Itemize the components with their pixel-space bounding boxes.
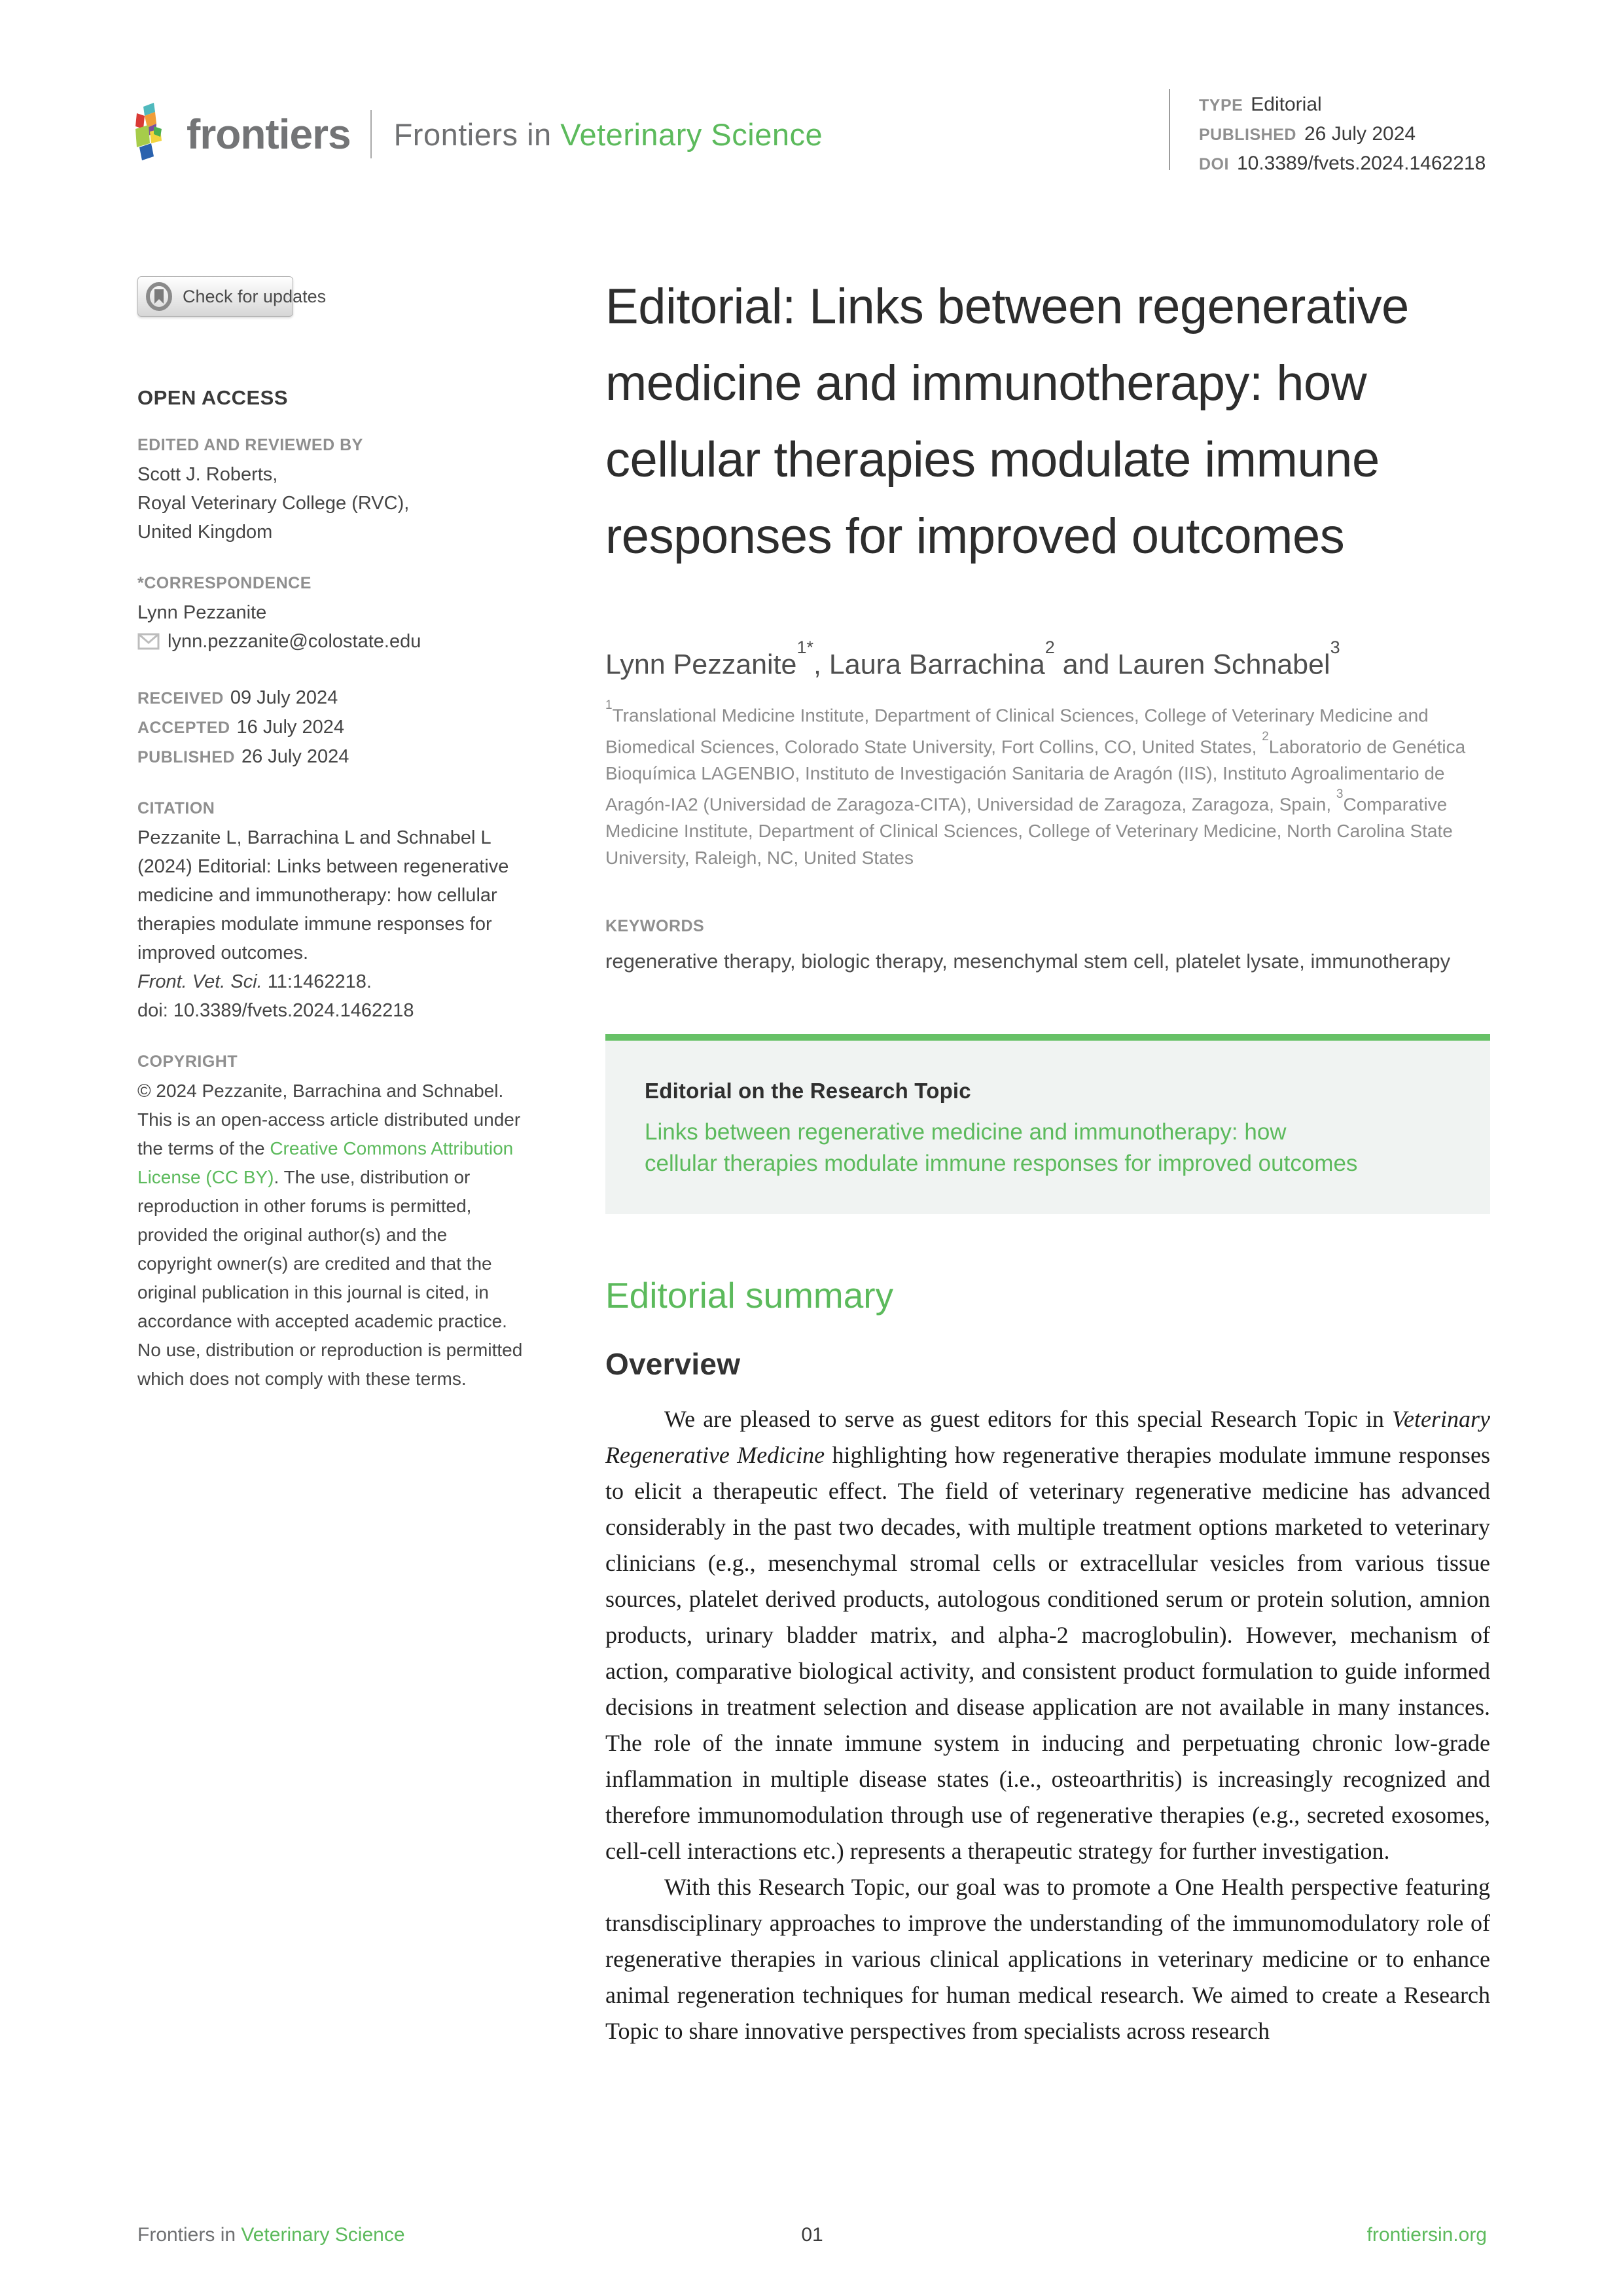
article-title: Editorial: Links between regenerative medicine and immunotherapy: how cellular therapies modulate immune responses for improved outcomes xyxy=(605,279,1409,564)
article-main xyxy=(605,268,1490,2049)
author-3: Lauren Schnabel xyxy=(1117,649,1330,681)
research-topic-heading: Editorial on the Research Topic xyxy=(645,1079,971,1103)
para1-pre: We are pleased to serve as guest editors for this special Research Topic in xyxy=(664,1406,1393,1433)
author-1-sup: 1* xyxy=(796,637,813,657)
correspondence-email[interactable]: lynn.pezzanite@colostate.edu xyxy=(168,631,421,652)
keywords-label: KEYWORDS xyxy=(605,917,705,936)
page-header xyxy=(134,98,823,170)
footer-journal xyxy=(137,2224,405,2246)
meta-doi-row xyxy=(1199,151,1486,180)
affiliation-3: Comparative Medicine Institute, Department of Clinical Sciences, College of Veterinary Medicine, North Carolina State University, Raleigh, NC, United States xyxy=(605,794,1453,869)
open-access-badge: OPEN ACCESS xyxy=(137,386,289,409)
citation-body: Pezzanite L, Barrachina L and Schnabel L (2024) Editorial: Links between regenerative medicine and immunotherapy: how cellular therapies modulate immune responses for improved outcomes. xyxy=(137,827,509,963)
correspondence-email-row xyxy=(137,627,525,656)
edited-by-block xyxy=(137,436,525,547)
header-divider xyxy=(370,110,372,158)
research-topic-box xyxy=(605,1034,1490,1214)
published-label: PUBLISHED xyxy=(1199,126,1296,144)
body-paragraph-1 xyxy=(605,1401,1490,1869)
copyright-text xyxy=(137,1077,525,1393)
published-value: 26 July 2024 xyxy=(241,746,349,767)
dates-block xyxy=(137,683,525,772)
meta-divider xyxy=(1169,89,1170,170)
footer-site-link[interactable]: frontiersin.org xyxy=(1366,2224,1487,2246)
journal-prefix: Frontiers in xyxy=(393,117,552,152)
journal-name-header xyxy=(394,117,823,152)
para1-italic-topic: Veterinary Regenerative Medicine xyxy=(605,1406,1490,1469)
author-2-sup: 2 xyxy=(1044,637,1055,657)
citation-label: CITATION xyxy=(137,799,215,817)
accepted-value: 16 July 2024 xyxy=(236,717,344,738)
correspondence-name: Lynn Pezzanite xyxy=(137,602,267,623)
accepted-row xyxy=(137,713,525,742)
subsection-heading-overview: Overview xyxy=(605,1347,741,1382)
meta-published-row xyxy=(1199,121,1486,151)
doi-label: DOI xyxy=(1199,155,1229,173)
citation-ref: 11:1462218. xyxy=(262,971,372,992)
accepted-label: ACCEPTED xyxy=(137,719,230,737)
article-body xyxy=(605,1401,1490,2049)
page-footer xyxy=(137,2224,1487,2246)
copyright-post: . The use, distribution or reproduction in other forums is permitted, provided the original author(s) and the copyright owner(s) are credited and that the original publication in this journal is cited, in accordance with accepted academic practice. No use, distribution or reproduction is permitted which does not comply with these terms. xyxy=(137,1167,523,1389)
doi-value: 10.3389/fvets.2024.1462218 xyxy=(1236,152,1486,174)
author-2: Laura Barrachina xyxy=(829,649,1045,681)
author-1: Lynn Pezzanite xyxy=(605,649,797,681)
published-row xyxy=(137,742,525,772)
meta-type-row xyxy=(1199,92,1486,121)
author-line xyxy=(605,637,1490,681)
page-number: 01 xyxy=(801,2224,823,2246)
correspondence-block xyxy=(137,574,525,656)
author-sep-2: and xyxy=(1054,649,1118,681)
affiliation-2-sup: 2 xyxy=(1262,729,1269,744)
published-value: 26 July 2024 xyxy=(1304,123,1416,145)
check-for-updates-button[interactable] xyxy=(137,276,327,317)
affiliation-1-sup: 1 xyxy=(605,698,613,713)
citation-doi: doi: 10.3389/fvets.2024.1462218 xyxy=(137,1000,414,1021)
article-meta-block xyxy=(1199,92,1486,180)
affiliation-2: Laboratorio de Genética Bioquímica LAGENBIO, Instituto de Investigación Sanitaria de Aragón (IIS), Instituto Agroalimentario de Aragón-IA2 (Universidad de Zaragoza-CITA), Universidad de Zaragoza, Zaragoza, Spain, xyxy=(605,736,1466,815)
author-3-sup: 3 xyxy=(1330,637,1340,657)
editor-affiliation: Royal Veterinary College (RVC), xyxy=(137,493,410,514)
received-value: 09 July 2024 xyxy=(230,687,338,708)
crossmark-icon xyxy=(145,282,173,311)
citation-journal-line xyxy=(137,967,525,996)
editor-name: Scott J. Roberts, xyxy=(137,464,278,485)
envelope-icon xyxy=(137,633,160,650)
received-row xyxy=(137,683,525,713)
affiliation-1: Translational Medicine Institute, Department of Clinical Sciences, College of Veterinary Medicine and Biomedical Sciences, Colorado State University, Fort Collins, CO, United States, xyxy=(605,705,1429,757)
editor-country: United Kingdom xyxy=(137,522,273,543)
frontiers-brand-wordmark: frontiers xyxy=(187,111,351,158)
affiliations xyxy=(605,698,1490,871)
copyright-pre: © 2024 Pezzanite, Barrachina and Schnabel. This is an open-access article distributed under the terms of the xyxy=(137,1081,521,1158)
citation-text xyxy=(137,823,525,1025)
check-for-updates-label: Check for updates xyxy=(183,286,327,306)
copyright-label: COPYRIGHT xyxy=(137,1052,238,1071)
type-value: Editorial xyxy=(1251,94,1322,115)
body-paragraph-2: With this Research Topic, our goal was to promote a One Health perspective featuring transdisciplinary approaches to improve the understanding of the immunomodulatory role of regenerative therapies in various clinical applications in veterinary medicine or to enhance animal regeneration techniques for human medical research. We aimed to create a Research Topic to share innovative perspectives from specialists across research xyxy=(605,1874,1490,2045)
published-label: PUBLISHED xyxy=(137,748,235,766)
journal-title: Veterinary Science xyxy=(560,117,823,152)
citation-journal: Front. Vet. Sci. xyxy=(137,971,262,992)
cc-by-license-link[interactable]: Creative Commons Attribution License (CC BY) xyxy=(137,1138,514,1187)
affiliation-3-sup: 3 xyxy=(1336,787,1344,801)
frontiers-logo-icon xyxy=(134,103,175,166)
correspondence-label: *CORRESPONDENCE xyxy=(137,574,312,592)
research-topic-link[interactable]: Links between regenerative medicine and immunotherapy: how cellular therapies modulate immune responses for improved outcomes xyxy=(645,1119,1358,1177)
footer-journal-prefix: Frontiers in xyxy=(137,2224,236,2246)
type-label: TYPE xyxy=(1199,96,1243,115)
footer-journal-name: Veterinary Science xyxy=(241,2224,405,2246)
para1-post: highlighting how regenerative therapies modulate immune responses to elicit a therapeutic effect. The field of veterinary regenerative medicine has advanced considerably in the past two decades, with multiple treatment options marketed to veterinary clinicians (e.g., mesenchymal stromal cells or extracellular vesicles from various tissue sources, platelet derived products, autologous conditioned serum or protein solution, amnion products, urinary bladder matrix, and alpha-2 macroglobulin). However, mechanism of action, comparative biological activity, and consistent product formulation to guide informed decisions in treatment selection and disease application are not available in many instances. The role of the innate immune system in inducing and perpetuating chronic low-grade inflammation in multiple disease states (i.e., osteoarthritis) is increasingly recognized and therefore immunomodulation through use of regenerative therapies (e.g., secreted exosomes, cell-cell interactions etc.) represents a therapeutic strategy for further investigation. xyxy=(605,1442,1490,1865)
article-sidebar xyxy=(137,276,525,1421)
copyright-block xyxy=(137,1052,525,1393)
author-sep-1: , xyxy=(813,649,829,681)
section-heading-editorial-summary: Editorial summary xyxy=(605,1275,894,1316)
keywords-text: regenerative therapy, biologic therapy, mesenchymal stem cell, platelet lysate, immunotherapy xyxy=(605,950,1451,973)
edited-by-label: EDITED AND REVIEWED BY xyxy=(137,436,363,454)
received-label: RECEIVED xyxy=(137,689,224,708)
citation-block xyxy=(137,799,525,1025)
